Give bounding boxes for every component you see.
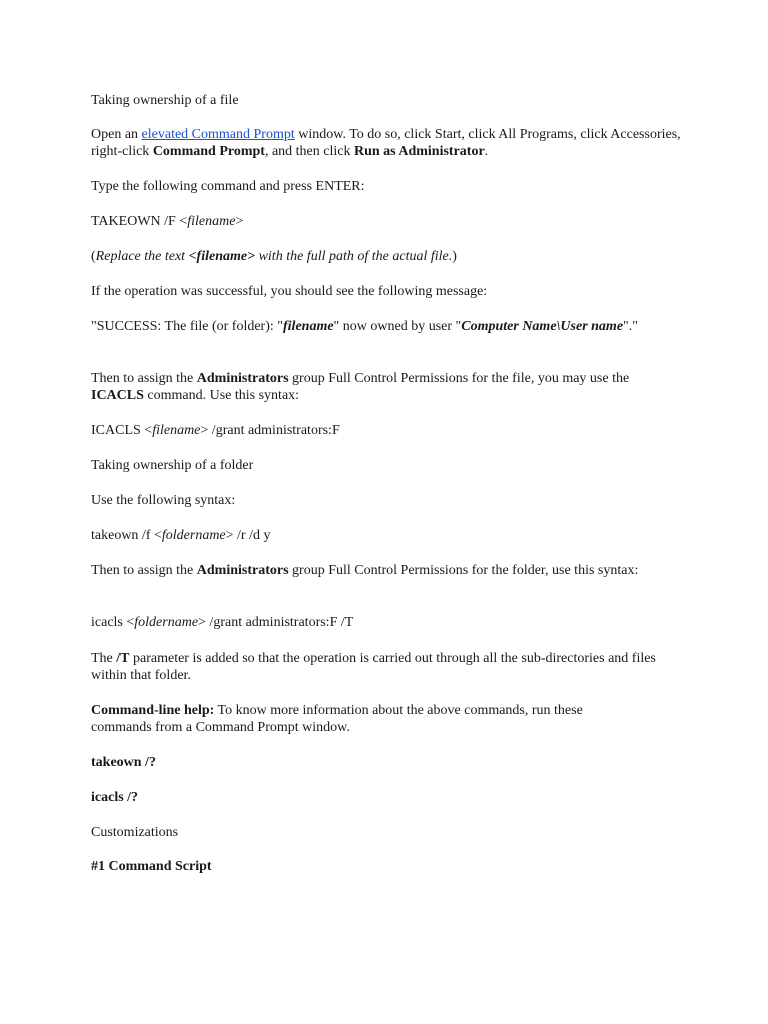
- elevated-command-prompt-link[interactable]: elevated Command Prompt: [141, 127, 295, 142]
- heading-folder-ownership: Taking ownership of a folder: [91, 458, 254, 473]
- heading-customizations: Customizations: [91, 825, 179, 840]
- t-parameter-paragraph: The /T parameter is added so that the operation is carried out through all the sub-directories and files within that folder.: [91, 651, 656, 683]
- open-command-prompt-paragraph: Open an elevated Command Prompt window. To do so, click Start, click All Programs, click Accessories, right-click Command Prompt, and then click Run as Administrator.: [91, 127, 681, 159]
- icacls-help-command: icacls /?: [91, 790, 139, 805]
- success-message-paragraph: "SUCCESS: The file (or folder): "filename" now owned by user "Computer Name\User name".": [91, 319, 638, 334]
- icacls-file-command: ICACLS <filename> /grant administrators:F: [91, 423, 340, 438]
- icacls-folder-command: icacls <foldername> /grant administrators:F /T: [91, 615, 354, 630]
- assign-permissions-file-paragraph: Then to assign the Administrators group Full Control Permissions for the file, you may use the ICACLS command. Use this syntax:: [91, 371, 630, 403]
- type-command-instruction: Type the following command and press ENTER:: [91, 179, 365, 194]
- success-intro-paragraph: If the operation was successful, you should see the following message:: [91, 284, 488, 299]
- command-line-help-paragraph: Command-line help: To know more information about the above commands, run these commands from a Command Prompt window.: [91, 703, 583, 735]
- heading-file-ownership: Taking ownership of a file: [91, 93, 239, 108]
- use-syntax-paragraph: Use the following syntax:: [91, 493, 236, 508]
- takeown-file-command: TAKEOWN /F <filename>: [91, 214, 244, 229]
- assign-permissions-folder-paragraph: Then to assign the Administrators group Full Control Permissions for the folder, use this syntax:: [91, 563, 639, 578]
- takeown-folder-command: takeown /f <foldername> /r /d y: [91, 528, 271, 543]
- replace-filename-note: (Replace the text <filename> with the full path of the actual file.): [91, 249, 457, 264]
- heading-command-script: #1 Command Script: [91, 859, 212, 874]
- takeown-help-command: takeown /?: [91, 755, 156, 770]
